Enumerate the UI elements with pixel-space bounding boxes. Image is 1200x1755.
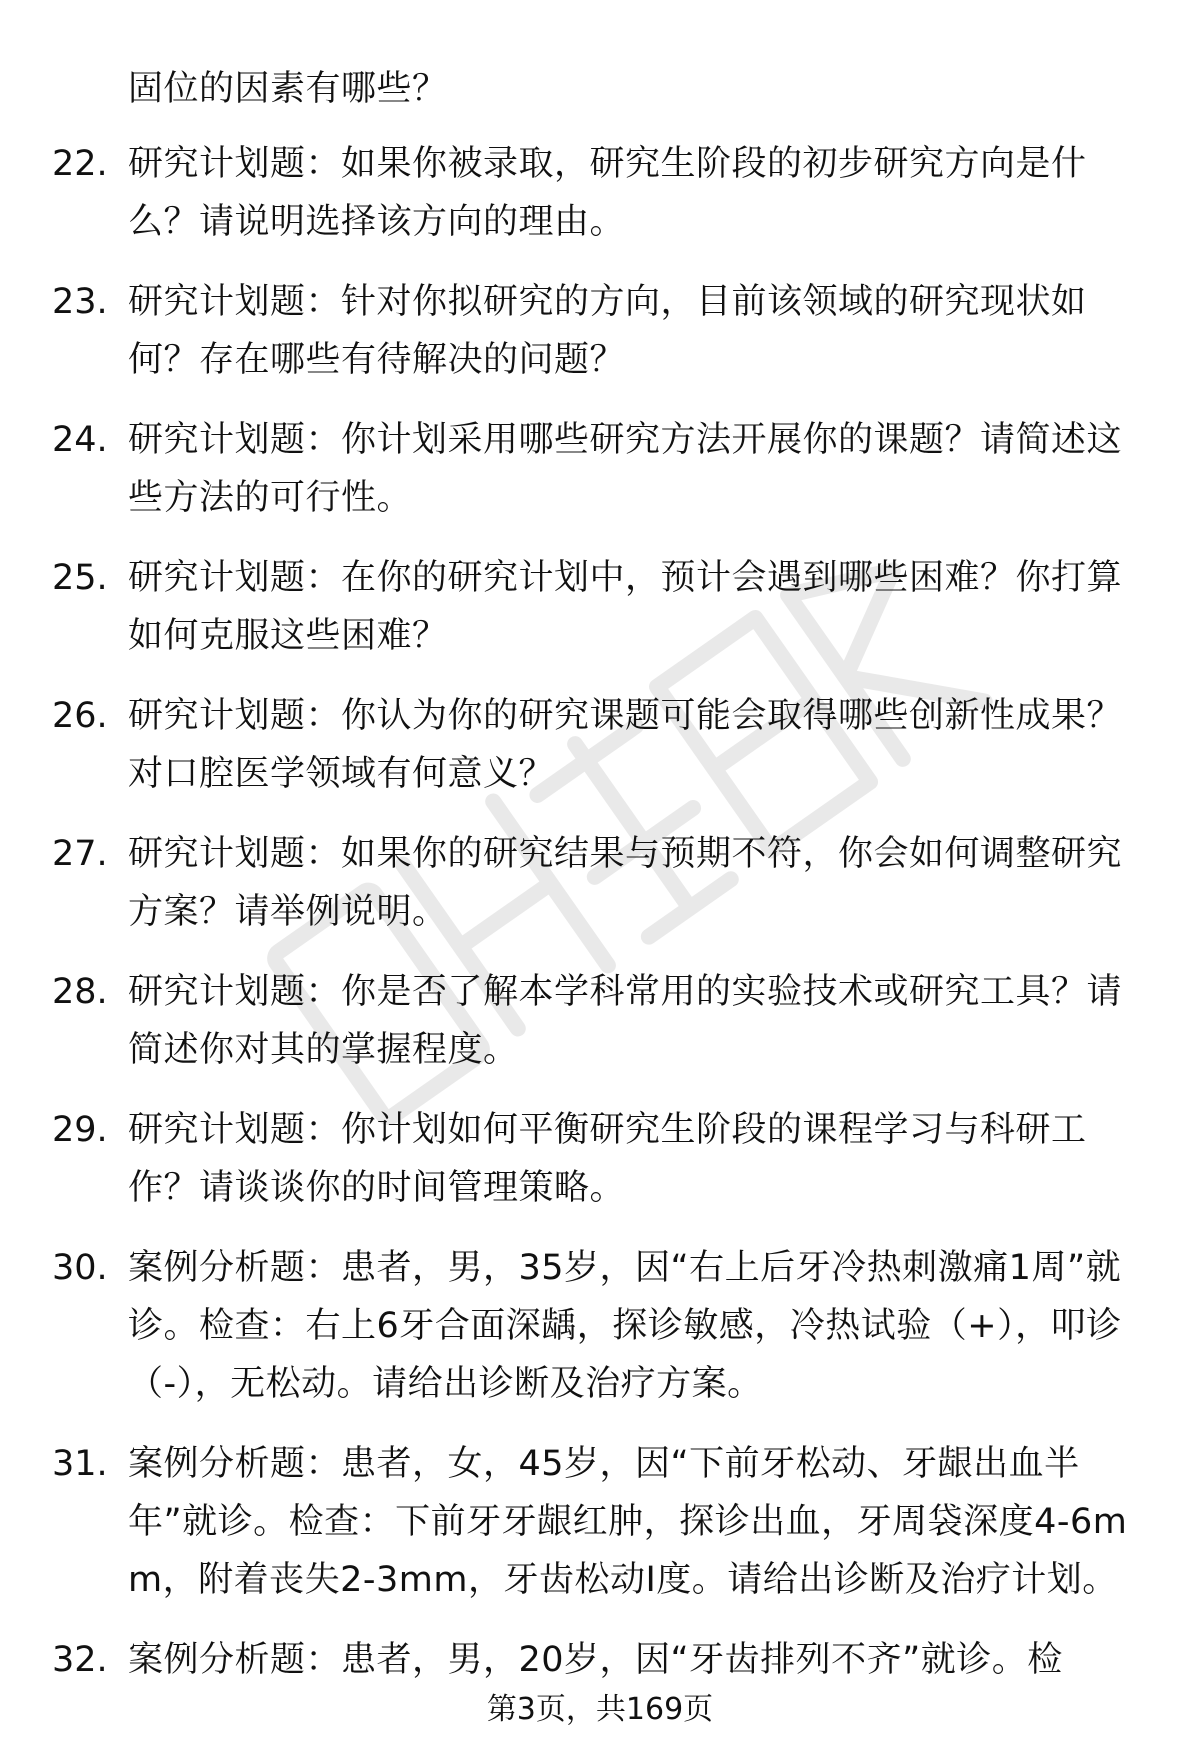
question-text: 研究计划题：如果你的研究结果与预期不符，你会如何调整研究方案？请举例说明。 [128,834,1123,932]
question-item [0,1239,1200,1413]
question-text: 研究计划题：如果你被录取，研究生阶段的初步研究方向是什么？请说明选择该方向的理由。 [128,144,1087,242]
question-number: 22. [52,144,108,184]
question-text: 案例分析题：患者，男，20岁，因“牙齿排列不齐”就诊。检 [128,1640,1063,1680]
question-number: 31. [52,1444,108,1484]
question-item [0,411,1200,527]
question-number: 27. [52,834,108,874]
question-text: 案例分析题：患者，女，45岁，因“下前牙松动、牙龈出血半年”就诊。检查：下前牙牙龈红肿，探诊出血，牙周袋深度4-6mm，附着丧失2-3mm，牙齿松动Ⅰ度。请给出诊断及治疗计划。 [128,1444,1128,1600]
question-item [0,273,1200,389]
question-number: 24. [52,420,108,460]
question-text: 研究计划题：你认为你的研究课题可能会取得哪些创新性成果？对口腔医学领域有何意义？ [128,696,1123,794]
question-text: 研究计划题：在你的研究计划中，预计会遇到哪些困难？你打算如何克服这些困难？ [128,558,1123,656]
question-number: 26. [52,696,108,736]
page-footer: 第3页，共169页 [486,1692,714,1727]
continuation-text: 固位的因素有哪些？ [128,69,448,109]
question-item [0,1101,1200,1217]
question-number: 32. [52,1640,108,1680]
question-text: 研究计划题：你计划采用哪些研究方法开展你的课题？请简述这些方法的可行性。 [128,420,1123,518]
question-item [0,1631,1200,1689]
question-number: 29. [52,1110,108,1150]
question-text: 研究计划题：你计划如何平衡研究生阶段的课程学习与科研工作？请谈谈你的时间管理策略。 [128,1110,1087,1208]
question-item [0,687,1200,803]
question-item [0,825,1200,941]
question-number: 23. [52,282,108,322]
question-number: 30. [52,1248,108,1288]
question-list [0,135,1200,1711]
question-text: 研究计划题：针对你拟研究的方向，目前该领域的研究现状如何？存在哪些有待解决的问题？ [128,282,1087,380]
question-text: 研究计划题：你是否了解本学科常用的实验技术或研究工具？请简述你对其的掌握程度。 [128,972,1123,1070]
question-item [0,963,1200,1079]
question-item [0,135,1200,251]
question-item [0,1435,1200,1609]
question-number: 28. [52,972,108,1012]
question-item [0,549,1200,665]
question-text: 案例分析题：患者，男，35岁，因“右上后牙冷热刺激痛1周”就诊。检查：右上6牙合面深龋，探诊敏感，冷热试验（+），叩诊（-），无松动。请给出诊断及治疗方案。 [128,1248,1122,1404]
question-number: 25. [52,558,108,598]
